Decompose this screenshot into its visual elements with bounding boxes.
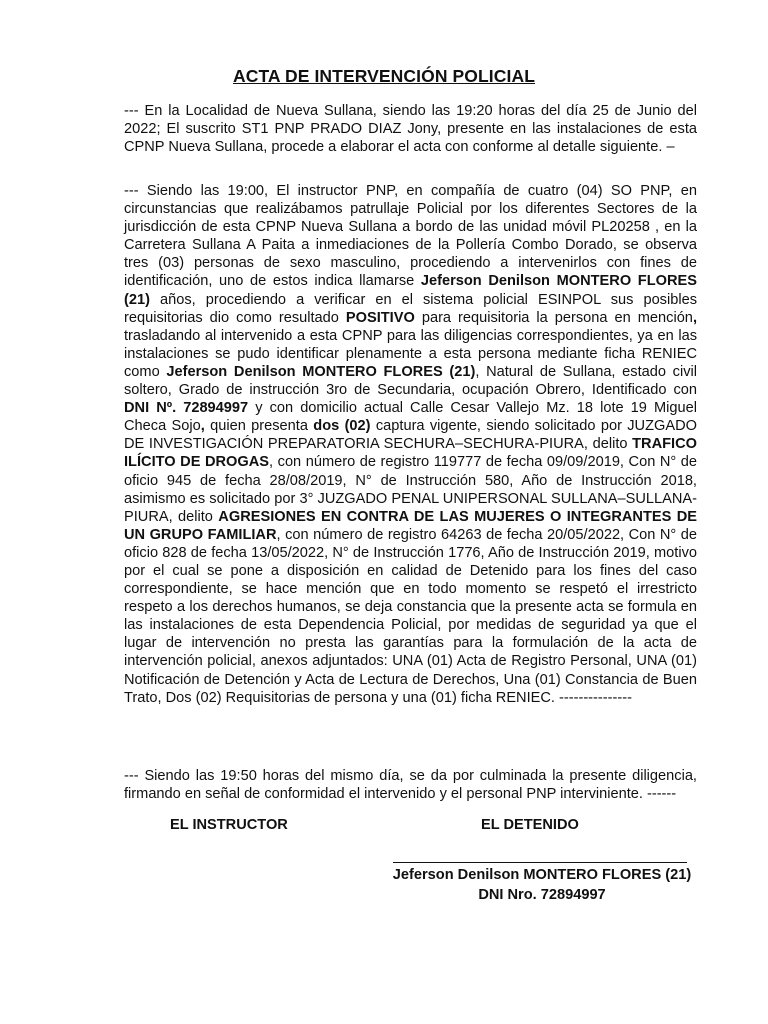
text-run: Jeferson Denilson MONTERO FLORES (21) <box>166 363 476 380</box>
text-run: , Natural de Sullana, estado civil soltero, Grado de instrucción 3ro de Secundaria, ocupación Obrero, Identificado con <box>124 363 698 399</box>
detenido-name: Jeferson Denilson MONTERO FLORES (21) <box>392 867 692 883</box>
text-run: Jeferson Denilson MONTERO FLORES (21) <box>124 273 697 308</box>
text-run: , con número de registro 119777 de fecha 09/09/2019, Con N° de oficio 945 de fecha 28/08/2019, N° de Instrucción 580, Año de Instrucción 2018, asimismo es solicitado por 3° JUZGADO PENAL UNIPERSONAL SULLANA–SULLANA-PIURA, delito <box>124 454 697 525</box>
instructor-label: EL INSTRUCTOR <box>170 817 288 833</box>
text-run: para requisitoria la persona en mención <box>414 309 693 326</box>
text-run: quien presenta <box>204 418 314 435</box>
text-run: , <box>692 309 697 326</box>
detenido-label: EL DETENIDO <box>481 817 579 833</box>
paragraph-body <box>124 182 697 707</box>
detenido-dni: DNI Nro. 72894997 <box>478 887 606 903</box>
text-run: años, procediendo a verificar en el sistema policial ESINPOL sus posibles requisitorias dio como resultado <box>124 291 697 326</box>
text-run: --- Siendo las 19:00, El instructor PNP, en compañía de cuatro (04) SO PNP, en circunstancias que realizábamos patrullaje Policial por los diferentes Sectores de la jurisdicción de esta CPNP Nueva Sullana a bordo de las unidad móvil PL20258 , en la Carretera Sullana A Paita a inmediaciones de la Pollería Combo Dorado, se observa tres (03) personas de sexo masculino, procediendo a intervenirlos con fines de identificación, uno de estos indica llamarse <box>124 183 697 290</box>
text-run: TRAFICO ILÍCITO DE DROGAS <box>124 436 697 471</box>
paragraph-closing: --- Siendo las 19:50 horas del mismo día, se da por culminada la presente diligencia, firmando en señal de conformidad el intervenido y el personal PNP interviniente. ------ <box>124 768 697 803</box>
text-run: AGRESIONES EN CONTRA DE LAS MUJERES O INTEGRANTES DE UN GRUPO FAMILIAR <box>124 508 697 543</box>
text-run: DNI Nº. 72894997 <box>124 400 249 417</box>
text-run: dos (02) <box>313 418 371 435</box>
text-run: , con número de registro 64263 de fecha 20/05/2022, Con N° de oficio 828 de fecha 13/05/2022, N° de Instrucción 1776, Año de Instrucción 2019, motivo por el cual se pone a disposición en calidad de Detenido para los fines del caso correspondiente, se hace mención que en todo momento se respetó el irrestricto respeto a los derechos humanos, se deja constancia que la presente acta se formula en las instalaciones de esta Dependencia Policial, por medidas de seguridad ya que el lugar de intervención no presta las garantías para la formulación de la acta de intervención policial, anexos adjuntados: UNA (01) Acta de Registro Personal, UNA (01) Notificación de Detención y Acta de Lectura de Derechos, Una (01) Constancia de Buen Trato, Dos (02) Requisitorias de persona y una (01) ficha RENIEC. --------------- <box>124 526 697 706</box>
text-run: trasladando al intervenido a esta CPNP para las diligencias correspondientes, ya en las instalaciones se pudo identificar plenamente a esta persona mediante ficha RENIEC como <box>124 327 697 380</box>
document-title: ACTA DE INTERVENCIÓN POLICIAL <box>232 66 536 86</box>
text-run: , <box>200 418 205 435</box>
text-run: POSITIVO <box>345 309 415 326</box>
text-run: captura vigente, siendo solicitado por JUZGADO DE INVESTIGACIÓN PREPARATORIA SECHURA–SECHURA-PIURA, delito <box>124 418 697 453</box>
signature-line <box>393 862 687 863</box>
paragraph-opening: --- En la Localidad de Nueva Sullana, siendo las 19:20 horas del día 25 de Junio del 2022; El suscrito ST1 PNP PRADO DIAZ Jony, presente en las instalaciones de esta CPNP Nueva Sullana, procede a elaborar el acta con conforme al detalle siguiente. – <box>124 103 697 156</box>
text-run: y con domicilio actual Calle Cesar Vallejo Mz. 18 lote 19 Miguel Checa Sojo <box>124 400 697 435</box>
